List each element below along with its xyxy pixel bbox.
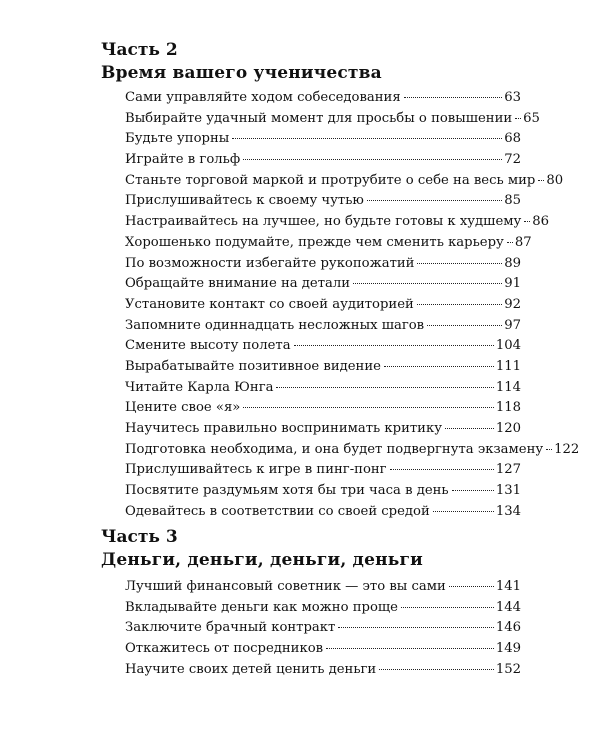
toc-dot-leader [232,138,502,139]
toc-dot-leader [445,428,494,429]
toc-entry [101,419,521,440]
toc-entry-page-number: 131 [495,483,521,499]
toc-dot-leader [515,118,521,119]
toc-entry-page-number: 146 [495,620,521,636]
part-2-label: Часть 2 [101,40,178,60]
toc-dot-leader [353,283,502,284]
toc-entry-title: Прислушивайтесь к игре в пинг-понг [125,462,387,478]
toc-entry [101,598,521,619]
toc-entry [101,233,532,254]
toc-entry [101,660,521,681]
toc-entry-title: Обращайте внимание на детали [125,276,351,292]
toc-entry-title: Запомните одиннадцать несложных шагов [125,317,425,333]
toc-entry [101,577,521,598]
toc-entry [101,150,521,171]
toc-entry-title: Настраивайтесь на лучшее, но будьте готовы к худшему [125,214,522,230]
toc-entry-page-number: 122 [554,441,580,457]
toc-entry [101,481,521,502]
toc-entry [101,274,521,295]
toc-dot-leader [243,407,493,408]
toc-entry [101,639,521,660]
toc-entry-page-number: 152 [495,661,521,677]
toc-entry [101,212,550,233]
toc-entry-page-number: 80 [546,172,564,188]
toc-dot-leader [538,180,544,181]
toc-dot-leader [243,159,502,160]
part-2-title: Время вашего ученичества [101,63,382,83]
toc-dot-leader [417,263,502,264]
toc-entry-title: Смените высоту полета [125,338,291,354]
toc-entry-title: По возможности избегайте рукопожатий [125,255,415,271]
toc-entry-page-number: 111 [495,358,521,374]
toc-entry-page-number: 149 [495,641,521,657]
toc-entry [101,440,580,461]
toc-entry-page-number: 68 [504,131,521,147]
toc-entry [101,502,521,523]
toc-entry-title: Играйте в гольф [125,152,241,168]
toc-dot-leader [401,607,494,608]
toc-entry-title: Научитесь правильно воспринимать критику [125,421,442,436]
toc-entry-title: Хорошенько подумайте, прежде чем сменить карьеру [125,234,504,250]
toc-entry-page-number: 92 [504,296,521,312]
toc-dot-leader [379,669,494,670]
toc-entry-page-number: 144 [495,599,521,615]
toc-entry-title: Цените свое «я» [125,400,241,416]
toc-entry-page-number: 65 [523,110,540,126]
toc-dot-leader [338,627,494,628]
part-3-title: Деньги, деньги, деньги, деньги [101,550,423,570]
toc-entry [101,357,521,378]
toc-dot-leader [367,200,502,201]
toc-entry-page-number: 118 [495,400,521,416]
toc-dot-leader [390,469,494,470]
toc-entry-page-number: 134 [495,503,521,519]
toc-entry-title: Научите своих детей ценить деньги [125,661,377,677]
toc-entry [101,295,521,316]
toc-entry-title: Заключите брачный контракт [125,620,336,636]
toc-entry-page-number: 141 [495,579,521,594]
toc-dot-leader [507,242,513,243]
toc-entry-page-number: 127 [495,462,521,478]
toc-entry-page-number: 89 [504,255,521,271]
toc-entry-page-number: 104 [495,338,521,354]
toc-entry [101,378,521,399]
toc-dot-leader [384,366,494,367]
toc-entry-page-number: 87 [514,234,532,250]
toc-entry-title: Подготовка необходима, и она будет подвергнута экзамену [125,441,544,457]
toc-entry [101,460,521,481]
toc-entry-title: Вырабатывайте позитивное видение [125,358,381,374]
part-3-label: Часть 3 [101,527,178,547]
toc-entry [101,316,521,337]
toc-entry-title: Выбирайте удачный момент для просьбы о повышении [125,110,513,126]
part-2-section [101,40,580,522]
toc-entry-title: Одевайтесь в соответствии со своей средой [125,503,430,519]
toc-entry-page-number: 72 [504,152,521,168]
toc-entry [101,398,521,419]
toc-entry-page-number: 91 [504,276,521,292]
part-3-section [101,527,521,680]
toc-entry [101,171,564,192]
toc-dot-leader [417,304,502,305]
toc-dot-leader [427,325,502,326]
toc-entry-title: Станьте торговой маркой и протрубите о себе на весь мир [125,172,536,188]
toc-entry-title: Откажитесь от посредников [125,641,324,657]
toc-entry-page-number: 114 [495,379,521,395]
toc-dot-leader [404,97,503,98]
toc-entry-title: Вкладывайте деньги как можно проще [125,599,398,615]
toc-entry [101,618,521,639]
toc-dot-leader [546,449,552,450]
toc-entry [101,129,521,150]
toc-entry-page-number: 85 [504,193,521,209]
toc-entry-title: Сами управляйте ходом собеседования [125,90,401,105]
toc-entry-title: Читайте Карла Юнга [125,379,274,395]
toc-entry-title: Посвятите раздумьям хотя бы три часа в день [125,483,449,499]
toc-dot-leader [449,586,494,587]
toc-dot-leader [452,490,494,491]
toc-entry-page-number: 97 [504,317,521,333]
toc-entry-page-number: 86 [532,214,550,230]
toc-entry-page-number: 120 [495,421,521,436]
part-3-toc-list [101,577,521,680]
toc-dot-leader [326,648,494,649]
toc-dot-leader [524,221,530,222]
toc-entry [101,254,521,275]
toc-dot-leader [433,511,494,512]
part-2-toc-list [101,88,580,522]
toc-entry-title: Установите контакт со своей аудиторией [125,296,414,312]
toc-entry-title: Прислушивайтесь к своему чутью [125,193,364,209]
toc-entry-title: Лучший финансовый советник — это вы сами [125,579,446,594]
toc-dot-leader [276,387,493,388]
toc-entry [101,88,521,109]
toc-entry-page-number: 63 [504,90,521,105]
toc-entry-title: Будьте упорны [125,131,230,147]
toc-dot-leader [294,345,494,346]
toc-entry [101,336,521,357]
toc-entry [101,109,540,130]
toc-entry [101,191,521,212]
